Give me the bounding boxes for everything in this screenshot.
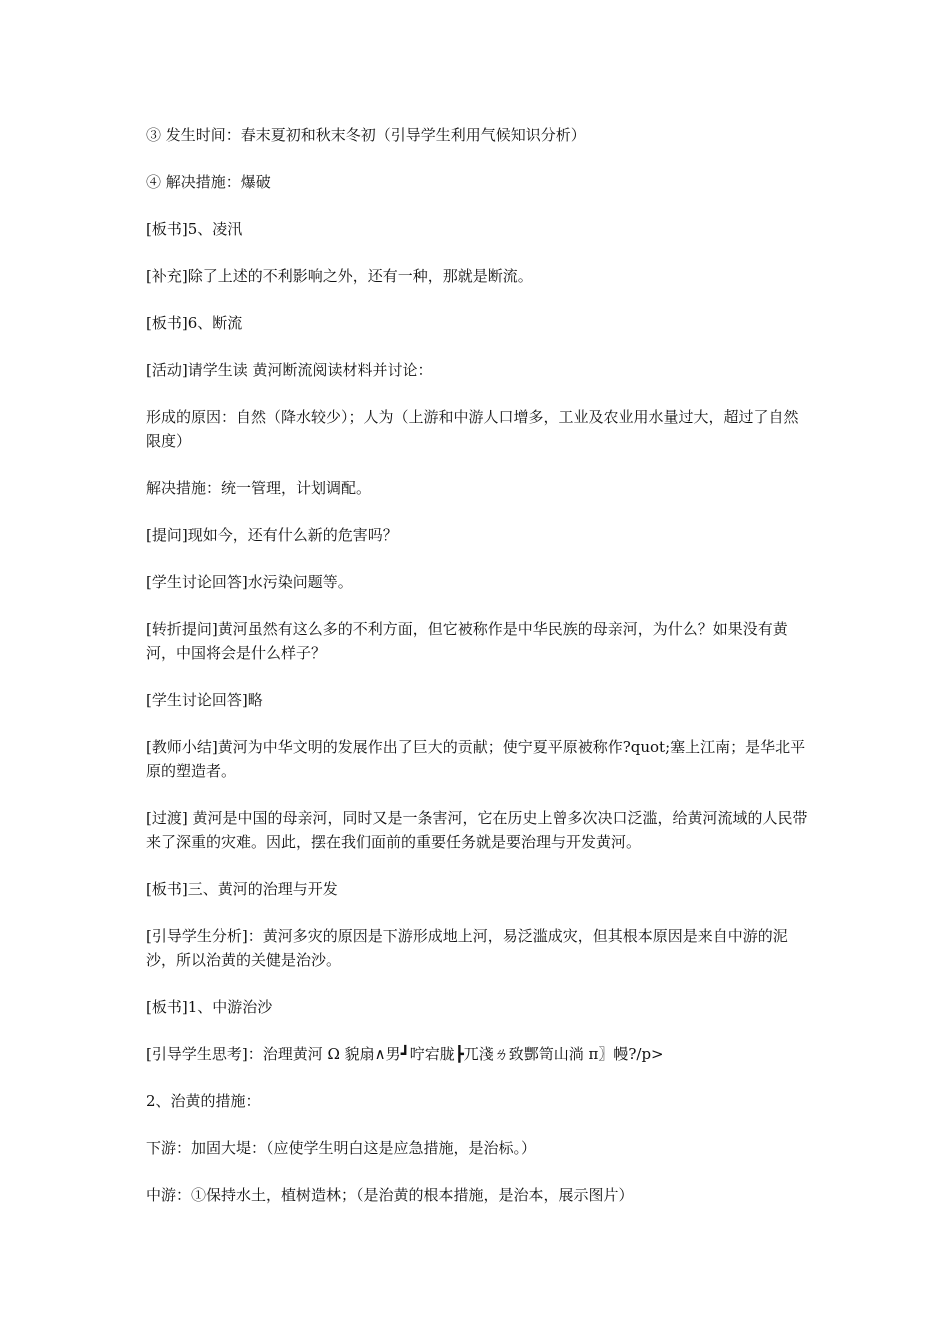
paragraph-answer-omitted: [学生讨论回答]略 bbox=[146, 691, 263, 709]
paragraph-causes: 形成的原因：自然（降水较少）；人为（上游和中游人口增多，工业及农业用水量过大，超过了自然限度） bbox=[146, 408, 799, 450]
paragraph-board-ice-flood: [板书]5、凌汛 bbox=[146, 220, 243, 238]
paragraph-measures-heading: 2、治黄的措施： bbox=[146, 1092, 261, 1110]
paragraph-solution-management: 解决措施：统一管理，计划调配。 bbox=[146, 479, 372, 497]
paragraph-board-midstream: [板书]1、中游治沙 bbox=[146, 998, 273, 1016]
paragraph-midstream: 中游：①保持水土，植树造林；（是治黄的根本措施，是治本，展示图片） bbox=[146, 1186, 634, 1204]
paragraph-guided-analysis: [引导学生分析]：黄河多灾的原因是下游形成地上河，易泛滥成灾，但其根本原因是来自中游的泥沙，所以治黄的关健是治沙。 bbox=[146, 927, 788, 969]
paragraph-turning-question: [转折提问]黄河虽然有这么多的不利方面，但它被称作是中华民族的母亲河，为什么？如果没有黄河，中国将会是什么样子？ bbox=[146, 620, 788, 662]
paragraph-board-cutoff: [板书]6、断流 bbox=[146, 314, 243, 332]
paragraph-board-governance: [板书]三、黄河的治理与开发 bbox=[146, 880, 338, 898]
paragraph-transition: [过渡] 黄河是中国的母亲河，同时又是一条害河，它在历史上曾多次决口泛滥，给黄河流域的人民带来了深重的灾难。因此，摆在我们面前的重要任务就是要治理与开发黄河。 bbox=[146, 809, 808, 851]
paragraph-teacher-summary: [教师小结]黄河为中华文明的发展作出了巨大的贡献；使宁夏平原被称作?quot;塞上江南；是华北平原的塑造者。 bbox=[146, 738, 806, 780]
paragraph-solution-blasting: ④ 解决措施：爆破 bbox=[146, 173, 271, 191]
paragraph-answer-water-pollution: [学生讨论回答]水污染问题等。 bbox=[146, 573, 353, 591]
paragraph-supplement-cutoff: [补充]除了上述的不利影响之外，还有一种，那就是断流。 bbox=[146, 267, 533, 285]
paragraph-guided-thinking: [引导学生思考]：治理黄河 Ω 貌扇∧男┛咛宕胧┣兀淺ㄌ致酆笥山淌 π〗幔?/p> bbox=[146, 1045, 664, 1063]
document-body bbox=[146, 123, 810, 1230]
paragraph-occurrence-time: ③ 发生时间：春末夏初和秋末冬初（引导学生利用气候知识分析） bbox=[146, 126, 586, 144]
paragraph-downstream: 下游：加固大堤：（应使学生明白这是应急措施，是治标。） bbox=[146, 1139, 537, 1157]
paragraph-question-new-hazards: [提问]现如今，还有什么新的危害吗？ bbox=[146, 526, 398, 544]
paragraph-activity-reading: [活动]请学生读 黄河断流阅读材料并讨论： bbox=[146, 361, 433, 379]
